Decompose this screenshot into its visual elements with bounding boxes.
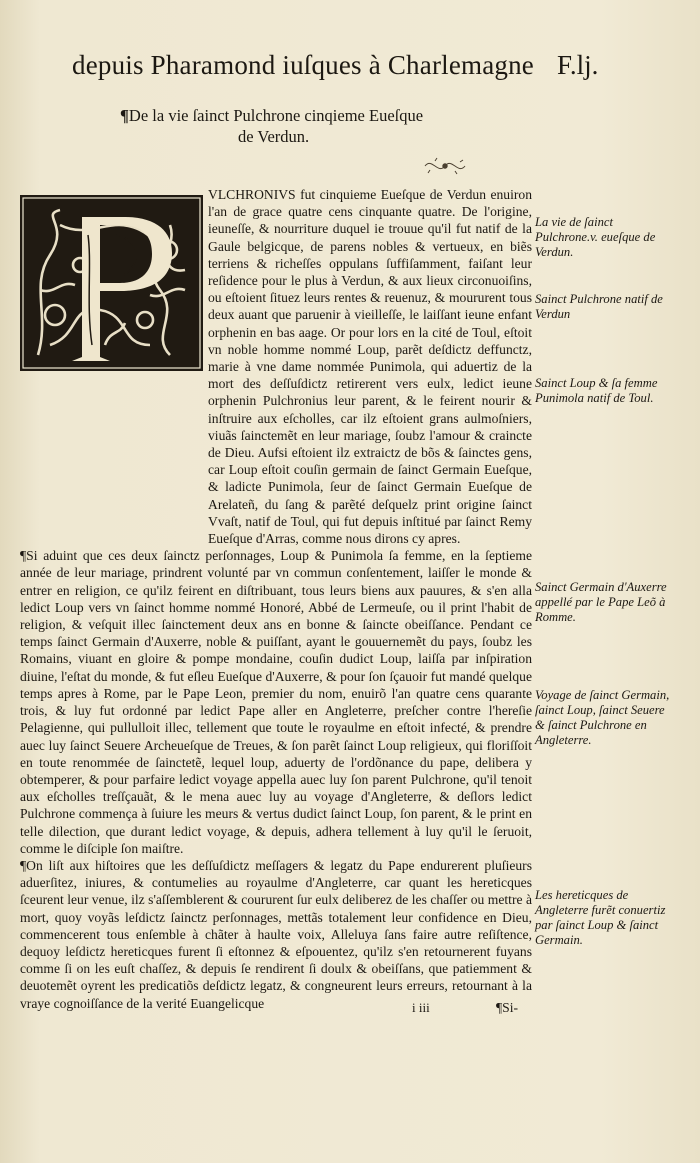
paragraph-2-text: Si aduint que ces deux ſainctz perſonnages, Loup & Punimola ſa femme, en la ſeptieme année de leur mariage, prindrent volunté par vn commun conſentement, laiſſer le monde & entrer en religion, ce qu'ilz feirent en diſtribuant, tous leurs biens aux pauures, & s'en alla ledict Loup vers vn ſainct homme nommé Honoré, Abbé de Lermeuſe, ou il print l'habit de religion, & veſquit illec ſainctement deux ans en bonne & ſaincte obeiſſance. Pendant ce temps ſainct Germain d'Auxerre, noble & puiſſant, ayant le gouuernemẽt du pays, ſoubz les Romains, viuant en gloire & pompe mondaine, couſin dudict Loup, laiſſa par inſpiration diuine, l'eſtat du monde, & fut eſleu Eueſque d'Auxerre, & pour ſon ſçauoir fut mandé quelque temps apres à Rome, par le Pape Leon, premier du nom, enuirõ l'an quatre cens quarante trois, & luy fut ordonné par ledict Pape aller en Angleterre, preſcher contre l'hereſie Pelagienne, qui pullulloit illec, tellement que toute le royaulme en eſtoit infecté, & prendre auec luy ſainct Seuere Archeueſque de Treues, & ſon parẽt ſainct Loup religieux, qui floriſſoit en toute renommée de ſainctetẽ, lequel loup, aduerty de l'ordõnance du pape, delibera y obtemperer, & pour parfaire ledict voyage appella auec luy ſon parent Pulchrone, qu'il tenoit aux eſcholles treſſçauãt, & le mena auec luy au voyage d'Angleterre, & deſlors ledict Pulchrone commença à ſuiure les meurs & vertus dudict ſainct Loup, ſon parent, & le print en telle dilection, que durant ledict voyage, & depuis, adhera tellement à luy qu'il le ſeruoit, comme le diſciple ſon maiſtre. [20, 548, 532, 856]
body-text [20, 186, 532, 1012]
margin-note-5: Voyage de ſainct Germain, ſainct Loup, ſainct Seuere & ſainct Pulchrone en Angleterre. [535, 688, 670, 747]
chapter-heading [120, 105, 500, 147]
margin-note-1: La vie de ſainct Pulchrone.v. eueſque de Verdun. [535, 215, 656, 259]
paragraph-1-text: fut cinquieme Eueſque de Verdun enuiron l'an de grace quatre cens cinquante quatre. De l'origine, ieuneſſe, & nourriture duquel ie trouue qu'il fut natif de la Gaule belgicque, de parens nobles & vertueux, en biẽs terriens & richeſſes oppulans ſuffiſamment, faiſant leur reſidence pour le plus à Verdun, & aux lieux circonuoiſins, ou eſtoient ſituez leurs rentes & reuenuz, & moururent tous deux auant que paruenir à vieilleſſe, le laiſſant ieune enfant orphenin en bas aage. Or pour lors en la cité de Toul, eſtoit vn noble homme nommé Loup, parẽt deſdictz deffunctz, marie à vne dame nommée Punimola, qui aduertiz de la mort des deſſuſdictz retirerent vers eulx, ledict ieune orphenin Pulchronius leur parent, & le feirent nourir & inſtruire aux eſcholles, car ilz eſtoient grans aulmoſniers, viuãs ſainctemẽt en leur mariage, ſoubz l'amour & craincte de Dieu. Aufsi eſtoient ilz extraictz de bõs & ſainctes gens, car Loup eſtoit couſin germain de ſainct Germain Eueſque, & ladicte Punimola, ſeur de ſainct Germain Eueſque de Arelateñ, du ſang & parẽté deſquelz print origine ſainct Vvaſt, natif de Toul, qui fut depuis inſtitué par ſainct Remy Eueſque d'Arras, comme nous dirons cy apres. [208, 187, 532, 547]
folio-number: F.lj. [557, 50, 599, 80]
paragraph-3-pilcrow: ¶ [20, 857, 27, 873]
catchword: ¶Si- [496, 1000, 519, 1015]
margin-note-6: Les hereticques de Angleterre furẽt conuertiz par ſainct Loup & ſainct Germain. [535, 888, 666, 947]
running-head [72, 50, 632, 94]
paragraph-3 [20, 857, 532, 1012]
paragraph-3-text: On liſt aux hiſtoires que les deſſuſdictz meſſagers & legatz du Pape endurerent pluſieurs aduerſitez, iniures, & contumelies au royaulme d'Angleterre, car quant les hereticques ſceurent leur venue, ilz s'aſſemblerent & coururent ſur eulx deliberez de les chaſſer ou mettre à mort, quoy voyãs leſdictz ſainctz perſonnages, mettãs totalement leur confidence en Dieu, commencerent tous enſemble à chãter à haulte voix, Alleluya ſans faire autre reſiſtence, dequoy leſdictz hereticques furent ſi eſtonnez & eſpouentez, qu'ilz s'en retournerent fuyans comme ſi on les euſt chaſſez, & depuis ſe rendirent ſi doulx & obeiſſans, que patiemment & deuotemẽt oyrent les predicatiõs deſdictz legatz, & congneurent leurs erreurs, retournant à la vraye cognoiſſance de la verité Euangelicque [20, 857, 532, 1011]
pilcrow-mark: ¶ [120, 106, 129, 125]
fleuron-ornament-icon [420, 155, 470, 177]
chapter-heading-text-1: De la vie ſainct Pulchrone cinqieme Eueſque [128, 106, 424, 125]
paragraph-2-pilcrow: ¶ [20, 548, 27, 564]
paragraph-2 [20, 547, 532, 857]
running-title: depuis Pharamond iuſques à Charlemagne [72, 50, 534, 80]
chapter-heading-line-1 [120, 105, 500, 126]
margin-note-2: Sainct Pulchrone natif de Verdun [535, 292, 663, 321]
margin-note-3: Sainct Loup & ſa femme Punimola natif de Toul. [535, 376, 658, 405]
paragraph-1-lead: VLCHRONIVS [208, 187, 296, 202]
chapter-heading-line-2: de Verdun. [238, 127, 310, 146]
signature-mark: i iii [412, 1000, 430, 1015]
margin-note-4: Sainct Germain d'Auxerre appellé par le Pape Leõ à Romme. [535, 580, 667, 624]
paragraph-1 [20, 186, 532, 547]
